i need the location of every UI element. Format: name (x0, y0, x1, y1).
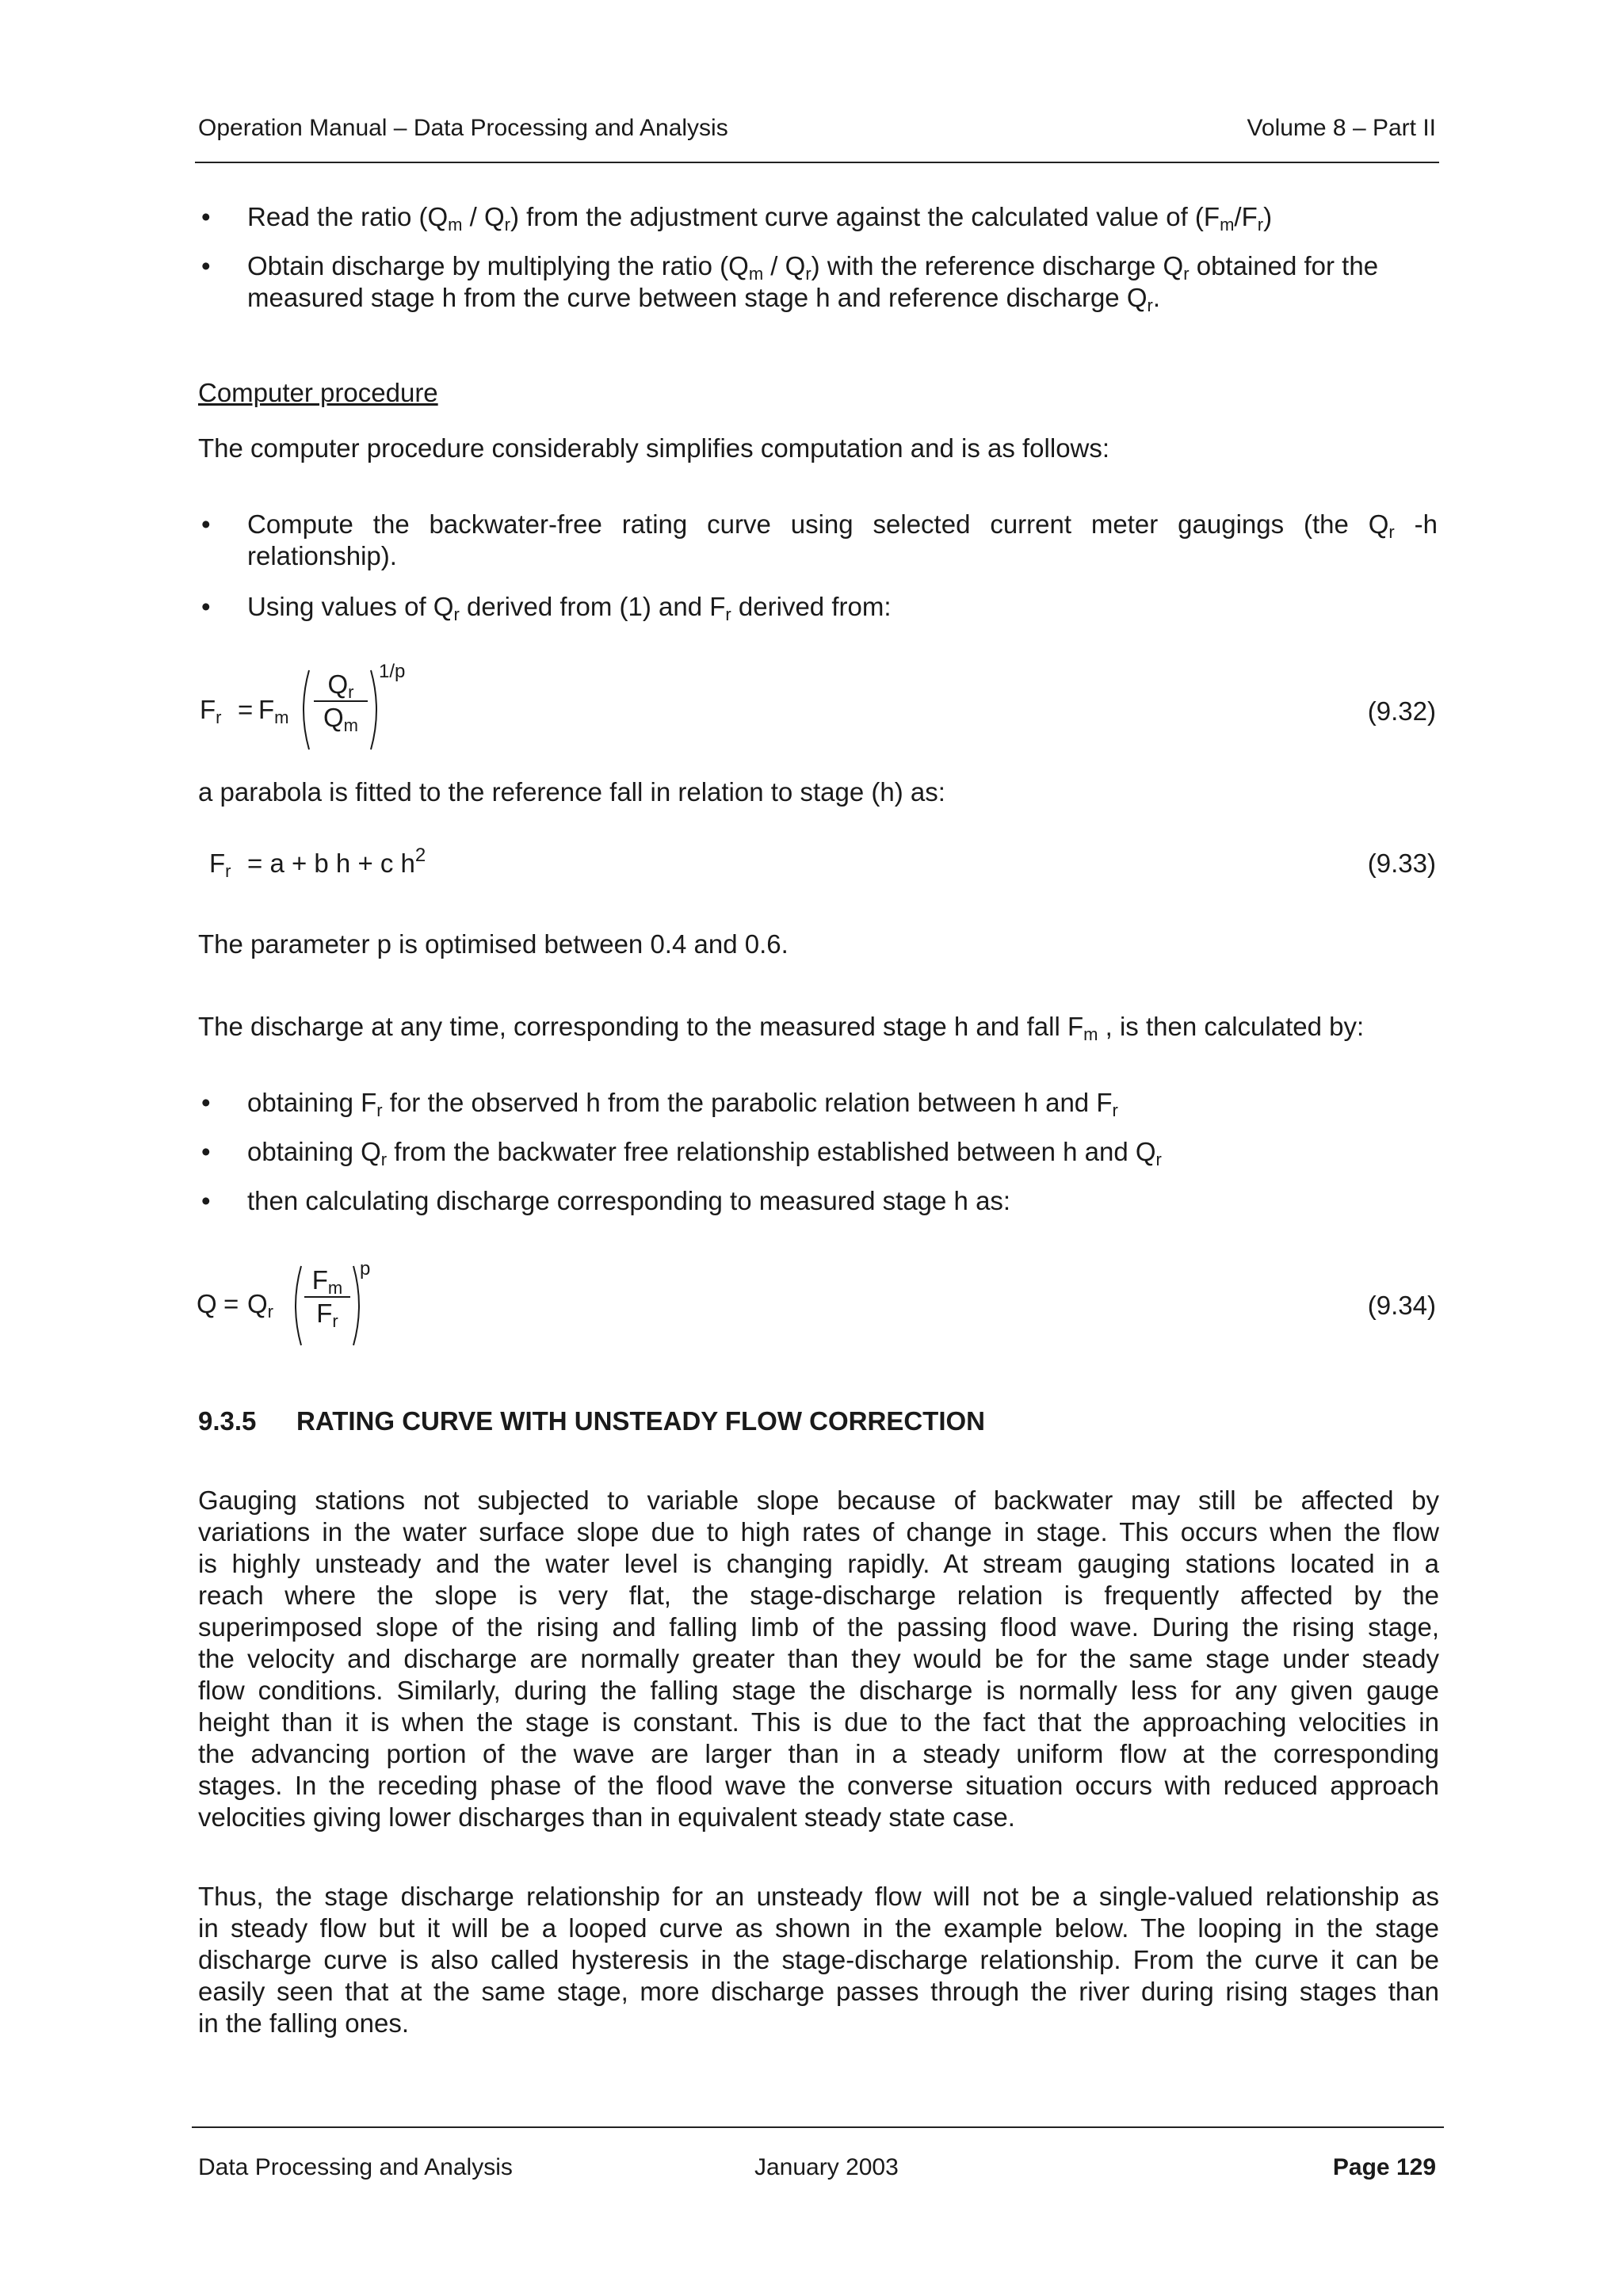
para1-line: Gauging stations not subjected to variable slope because of backwater may still be affected by (198, 1486, 1439, 1515)
para1-line: the velocity and discharge are normally greater than they would be for the same stage under steady (198, 1644, 1439, 1673)
bullet-dot: • (201, 1186, 211, 1215)
parameter-text: The parameter p is optimised between 0.4 and 0.6. (198, 929, 789, 959)
header-right: Volume 8 – Part II (1247, 115, 1436, 141)
bullet-compute-line2: relationship). (247, 541, 397, 570)
eq932-left-paren (296, 669, 312, 751)
footer-rule (192, 2126, 1444, 2128)
para1-line: flow conditions. Similarly, during the falling stage the discharge is normally less for any given gauge (198, 1676, 1439, 1705)
para1-line: velocities giving lower discharges than in equivalent steady state case. (198, 1802, 1015, 1832)
eq934-exponent: p (360, 1258, 371, 1280)
bullet-dot: • (201, 202, 211, 231)
eq934-equals: = (223, 1289, 239, 1318)
eq934-lhs: Q (197, 1289, 217, 1318)
para1-line: stages. In the receding phase of the flood wave the converse situation occurs with reduced approach (198, 1771, 1439, 1800)
eq932-fraction: $Q_r$ $Q_m$ (314, 669, 368, 734)
eq934-number: (9.34) (1367, 1291, 1436, 1320)
eq932-fm: $F_m$ (258, 695, 289, 727)
header-left: Operation Manual – Data Processing and Analysis (198, 115, 728, 141)
bullet-obtain-discharge-line1: Obtain discharge by multiplying the ratio $(Q_m / Q_r)$ with the reference discharge $Q_r$ obtained for the (247, 251, 1379, 284)
eq933-rhs: = a + b h + c $h^2$ (247, 845, 426, 878)
eq932-lhs: $F_r$ (200, 695, 222, 727)
bullet-read-ratio: Read the ratio $(Q_m / Q_r)$ from the adjustment curve against the calculated value of $(F_m/F_r)$ (247, 202, 1273, 235)
para2-line: Thus, the stage discharge relationship for an unsteady flow will not be a single-valued relationship as (198, 1882, 1439, 1911)
bullet-compute-line1: Compute the backwater-free rating curve using selected current meter gaugings (the $Q_r$ -h (247, 509, 1438, 542)
section-title: RATING CURVE WITH UNSTEADY FLOW CORRECTION (296, 1406, 985, 1436)
section-number: 9.3.5 (198, 1406, 257, 1436)
bullet-obtain-discharge-line2: measured stage h from the curve between stage h and reference discharge $Q_r$. (247, 283, 1160, 315)
discharge-text: The discharge at any time, corresponding to the measured stage h and fall $F_m$ , is then calculated by: (198, 1012, 1365, 1044)
footer-page-number: Page 129 (1332, 2154, 1436, 2180)
eq933-lhs: $F_r$ (209, 849, 231, 881)
para2-line: in the falling ones. (198, 2008, 410, 2038)
eq933-number: (9.33) (1367, 849, 1436, 878)
eq932-exponent: 1/p (379, 661, 406, 682)
para1-line: variations in the water surface slope due to high rates of change in stage. This occurs when the flow (198, 1517, 1439, 1547)
para2-line: in steady flow but it will be a looped curve as shown in the example below. The looping in the stage (198, 1913, 1439, 1943)
para2-line: discharge curve is also called hysteresis in the stage-discharge relationship. From the curve it can be (198, 1945, 1439, 1974)
bullet-obtaining-fr: obtaining $F_r$ for the observed h from the parabolic relation between h and $F_r$ (247, 1088, 1118, 1120)
bullet-dot: • (201, 1137, 211, 1166)
header-rule (195, 162, 1439, 163)
para1-line: is highly unsteady and the water level is changing rapidly. At stream gauging stations located in a (198, 1549, 1439, 1578)
footer-center: January 2003 (754, 2154, 899, 2180)
parabola-text: a parabola is fitted to the reference fall in relation to stage (h) as: (198, 777, 945, 807)
bullet-dot: • (201, 251, 211, 280)
eq932-number: (9.32) (1367, 696, 1436, 726)
eq932-equals: = (238, 695, 254, 724)
eq934-left-paren (288, 1264, 304, 1347)
para1-line: reach where the slope is very flat, the stage-discharge relation is frequently affected by the (198, 1581, 1439, 1610)
bullet-dot: • (201, 509, 211, 539)
para2-line: easily seen that at the same stage, more discharge passes through the river during rising stages than (198, 1977, 1439, 2006)
footer-left: Data Processing and Analysis (198, 2154, 513, 2180)
paragraph-unsteady-flow (198, 1485, 1439, 1833)
computer-procedure-intro: The computer procedure considerably simplifies computation and is as follows: (198, 433, 1110, 463)
subheading-computer-procedure: Computer procedure (198, 378, 438, 407)
paragraph-hysteresis (198, 1881, 1439, 2039)
para1-line: the advancing portion of the wave are larger than in a steady uniform flow at the corresponding (198, 1739, 1439, 1768)
bullet-then-calculating: then calculating discharge corresponding to measured stage h as: (247, 1186, 1011, 1215)
eq934-fraction: $F_m$ $F_r$ (304, 1264, 350, 1329)
para1-line: superimposed slope of the rising and falling limb of the passing flood wave. During the rising stage, (198, 1612, 1439, 1642)
bullet-obtaining-qr: obtaining $Q_r$ from the backwater free relationship established between h and $Q_r$ (247, 1137, 1162, 1169)
bullet-dot: • (201, 1088, 211, 1117)
eq934-qr: $Q_r$ (247, 1289, 273, 1322)
bullet-using-values: Using values of $Q_r$ derived from (1) and $F_r$ derived from: (247, 592, 892, 624)
bullet-dot: • (201, 592, 211, 621)
para1-line: height than it is when the stage is constant. This is due to the fact that the approaching velocities in (198, 1707, 1439, 1737)
